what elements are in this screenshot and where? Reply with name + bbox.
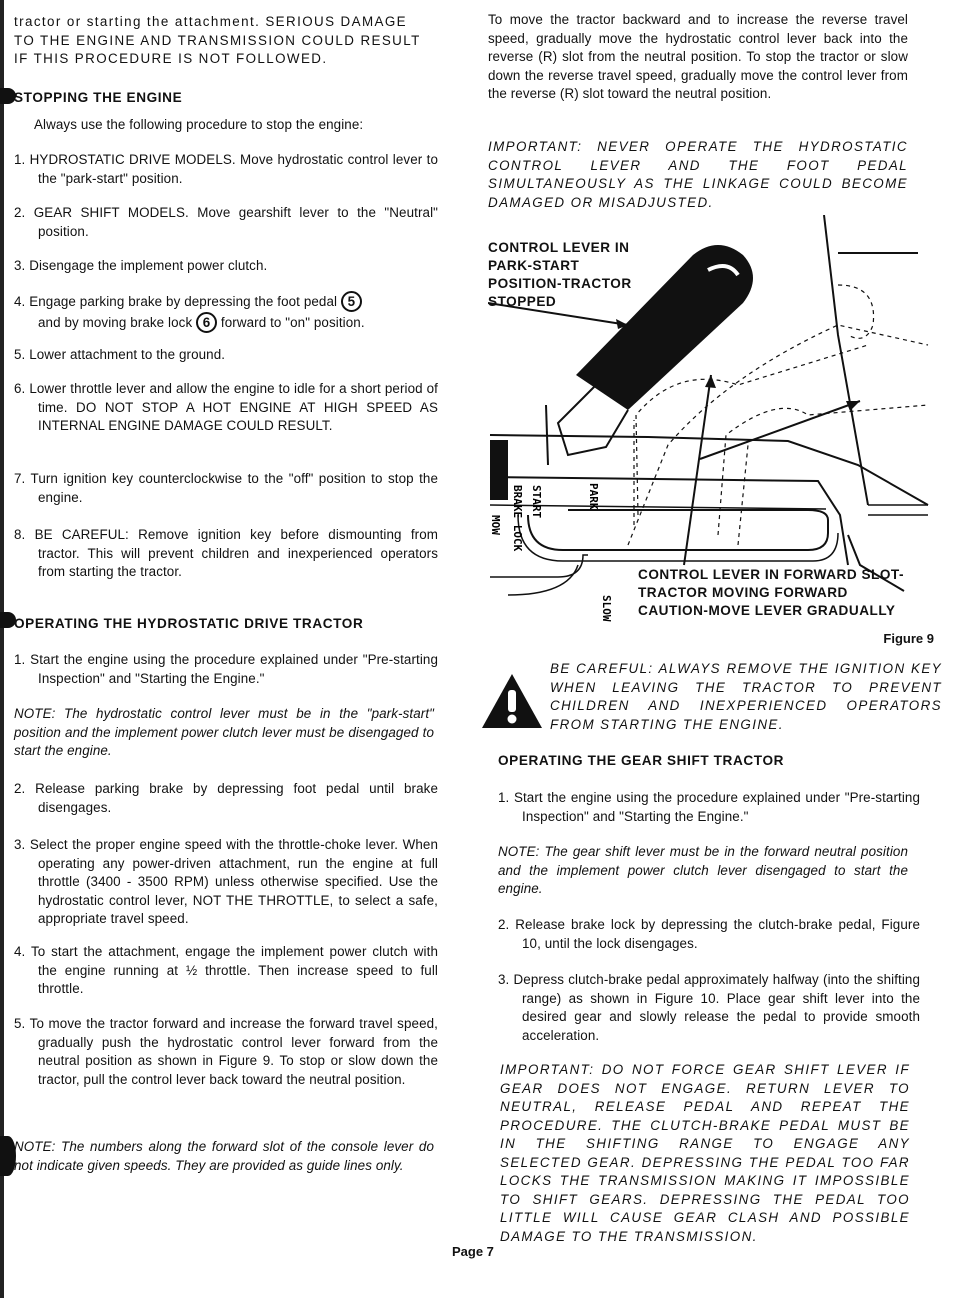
- stop-step-5: 5. Lower attachment to the ground.: [14, 347, 226, 362]
- stopping-heading: STOPPING THE ENGINE: [14, 90, 183, 105]
- reverse-paragraph: To move the tractor backward and to increase the reverse travel speed, gradually move the hydrostatic control lever back into the reverse (R) slot from the neutral position. To stop the tractor or slow down the reverse travel speed, gradually move the control lever from the reverse (R) slot toward the neutral position.: [488, 12, 908, 101]
- caption-bottom: [638, 566, 904, 620]
- hydro-step-1: 1. Start the engine using the procedure explained under "Pre-starting Inspection" and "Starting the Engine.": [14, 652, 438, 686]
- caption-bottom-line-2: TRACTOR MOVING FORWARD: [638, 585, 848, 600]
- gear-shift-heading: OPERATING THE GEAR SHIFT TRACTOR: [498, 753, 785, 768]
- gear-step-1: 1. Start the engine using the procedure explained under "Pre-starting Inspection" and "Starting the Engine.": [498, 790, 920, 824]
- page-edge-shadow: [0, 0, 4, 1298]
- stop-step-4-part-b: and by moving brake lock: [38, 315, 193, 330]
- callout-6: 6: [196, 312, 217, 333]
- stop-step-8: 8. BE CAREFUL: Remove ignition key before dismounting from tractor. This will prevent children and inexperienced operators from starting the tractor.: [14, 527, 438, 579]
- console-mark-start: START: [530, 485, 543, 519]
- stop-step-4-part-c: forward to "on" position.: [220, 315, 365, 330]
- caption-top-line-4: STOPPED: [488, 294, 557, 309]
- stop-step-6: 6. Lower throttle lever and allow the engine to idle for a short period of time. DO NOT STOP A HOT ENGINE AT HIGH SPEED AS INTERNAL ENGINE DAMAGE COULD RESULT.: [14, 381, 438, 433]
- hydro-step-4: 4. To start the attachment, engage the implement power clutch with the engine running at ½ throttle. Then increase speed to full throttle.: [14, 944, 438, 996]
- console-mark-mow: MOW: [489, 515, 502, 535]
- gear-step-2: 2. Release brake lock by depressing the clutch-brake pedal, Figure 10, until the lock disengages.: [498, 917, 920, 951]
- stop-step-2: 2. GEAR SHIFT MODELS. Move gearshift lever to the "Neutral" position.: [14, 205, 438, 239]
- caption-bottom-line-1: CONTROL LEVER IN FORWARD SLOT-: [638, 567, 904, 582]
- hydro-step-2: 2. Release parking brake by depressing foot pedal until brake disengages.: [14, 781, 438, 815]
- warning-triangle-icon: [480, 672, 544, 730]
- hydrostatic-heading: OPERATING THE HYDROSTATIC DRIVE TRACTOR: [14, 616, 364, 631]
- stop-step-3: 3. Disengage the implement power clutch.: [14, 258, 268, 273]
- caption-top-line-2: PARK-START: [488, 258, 580, 273]
- important-hydrostatic: IMPORTANT: NEVER OPERATE THE HYDROSTATIC CONTROL LEVER AND THE FOOT PEDAL SIMULTANEOUSLY AS THE LINKAGE COULD BECOME DAMAGED OR MISADJUSTED.: [488, 139, 908, 210]
- warning-block: [480, 661, 942, 735]
- stop-step-4-part-a: 4. Engage parking brake by depressing the foot pedal: [14, 294, 338, 309]
- stop-step-1: 1. HYDROSTATIC DRIVE MODELS. Move hydrostatic control lever to the "park-start" position.: [14, 152, 438, 186]
- slot-note: NOTE: The numbers along the forward slot of the console lever do not indicate given speeds. They are provided as guide lines only.: [14, 1139, 434, 1173]
- stopping-intro: Always use the following procedure to stop the engine:: [34, 117, 364, 132]
- gear-note: NOTE: The gear shift lever must be in the forward neutral position and the implement power clutch lever disengaged to start the engine.: [498, 844, 908, 896]
- caption-top-line-3: POSITION-TRACTOR: [488, 276, 632, 291]
- caption-bottom-line-3: CAUTION-MOVE LEVER GRADUALLY: [638, 603, 896, 618]
- hydro-step-5: 5. To move the tractor forward and increase the forward travel speed, gradually push the hydrostatic control lever forward from the neutral position as shown in Figure 9. To stop or slow down the tractor, pull the control lever back toward the neutral position.: [14, 1016, 438, 1087]
- important-gear-shift: IMPORTANT: DO NOT FORCE GEAR SHIFT LEVER IF GEAR DOES NOT ENGAGE. RETURN LEVER TO NEUTRAL, RELEASE PEDAL AND REPEAT THE PROCEDURE. THE CLUTCH-BRAKE PEDAL MUST BE IN THE SHIFTING RANGE TO ENGAGE ANY SELECTED GEAR. DEPRESSING THE PEDAL TOO FAR LOCKS THE TRANSMISSION MAKING IT IMPOSSIBLE TO SHIFT GEARS. DEPRESSING THE PEDAL TOO LITTLE WILL CAUSE GEAR CLASH AND POSSIBLE DAMAGE TO THE TRANSMISSION.: [500, 1062, 910, 1244]
- stop-step-4: [14, 291, 434, 333]
- console-mark-brake-lock: BRAKE LOCK: [511, 485, 524, 552]
- gear-step-3: 3. Depress clutch-brake pedal approximately halfway (into the shifting range) as shown in Figure 10. Place gear shift lever into the desired gear and slowly release the pedal to provide smooth acceleration.: [498, 972, 920, 1043]
- caption-top-line-1: CONTROL LEVER IN: [488, 240, 630, 255]
- stop-step-7: 7. Turn ignition key counterclockwise to the "off" position to stop the engine.: [14, 471, 438, 505]
- hydro-step-3: 3. Select the proper engine speed with the throttle-choke lever. When operating any power-driven attachment, run the engine at full throttle (3400 - 3500 RPM) unless otherwise specified. Use the hydrostatic control lever, NOT THE THROTTLE, to select a safe, appropriate travel speed.: [14, 837, 438, 926]
- intro-warning: tractor or starting the attachment. SERIOUS DAMAGE TO THE ENGINE AND TRANSMISSION COULD RESULT IF THIS PROCEDURE IS NOT FOLLOWED.: [14, 14, 421, 66]
- page-number: Page 7: [452, 1244, 494, 1259]
- figure-9-label: Figure 9: [883, 631, 934, 646]
- caption-top: [488, 239, 632, 311]
- console-mark-park: PARK: [587, 483, 600, 510]
- warning-text: BE CAREFUL: ALWAYS REMOVE THE IGNITION KEY WHEN LEAVING THE TRACTOR TO PREVENT CHILDREN AND INEXPERIENCED OPERATORS FROM STARTING THE ENGINE.: [550, 661, 942, 732]
- hydro-note: NOTE: The hydrostatic control lever must be in the "park-start" position and the implement power clutch lever must be disengaged to start the engine.: [14, 706, 434, 758]
- console-mark-slow: SLOW: [600, 595, 613, 622]
- callout-5: 5: [341, 291, 362, 312]
- figure-9: [488, 215, 934, 655]
